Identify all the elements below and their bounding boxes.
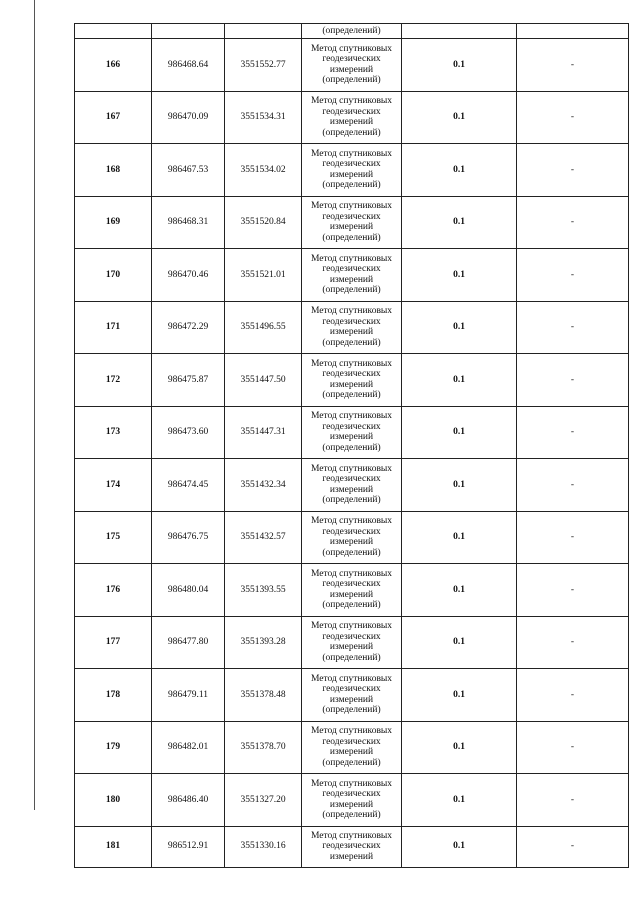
accuracy-cell: 0.1 xyxy=(402,721,517,774)
method-line: измерений xyxy=(329,379,374,390)
point-number-cell: 171 xyxy=(75,301,152,354)
x-coordinate-cell: 986472.29 xyxy=(152,301,225,354)
accuracy-cell: 0.1 xyxy=(402,826,517,867)
point-number-cell: 166 xyxy=(75,39,152,92)
table-row xyxy=(75,406,629,459)
method-line: геодезических xyxy=(322,789,381,800)
x-coordinate-cell: 986470.09 xyxy=(152,91,225,144)
point-number-cell: 168 xyxy=(75,144,152,197)
method-line: измерений xyxy=(329,169,374,180)
method-line: (определений) xyxy=(322,75,381,86)
method-line: Метод спутниковых xyxy=(310,358,393,369)
point-number-cell: 170 xyxy=(75,249,152,302)
point-number-cell: 174 xyxy=(75,459,152,512)
method-line: измерений xyxy=(329,642,374,653)
coordinates-table xyxy=(74,23,629,868)
method-line: Метод спутниковых xyxy=(310,253,393,264)
method-cell xyxy=(302,616,402,669)
note-cell: - xyxy=(517,669,629,722)
method-line: измерений xyxy=(329,117,374,128)
accuracy-cell: 0.1 xyxy=(402,669,517,722)
method-cell xyxy=(302,721,402,774)
cell-y xyxy=(225,24,302,39)
method-line: геодезических xyxy=(322,631,381,642)
x-coordinate-cell: 986476.75 xyxy=(152,511,225,564)
table-row xyxy=(75,564,629,617)
method-line: (определений) xyxy=(322,127,381,138)
method-line: измерений xyxy=(329,64,374,75)
y-coordinate-cell: 3551330.16 xyxy=(225,826,302,867)
method-line: геодезических xyxy=(322,684,381,695)
y-coordinate-cell: 3551534.02 xyxy=(225,144,302,197)
method-line: (определений) xyxy=(322,652,381,663)
note-cell: - xyxy=(517,721,629,774)
method-line: Метод спутниковых xyxy=(310,778,393,789)
table-row xyxy=(75,721,629,774)
table-row xyxy=(75,249,629,302)
point-number-cell: 176 xyxy=(75,564,152,617)
method-line: (определений) xyxy=(322,705,381,716)
method-cell xyxy=(302,406,402,459)
note-cell: - xyxy=(517,144,629,197)
x-coordinate-cell: 986477.80 xyxy=(152,616,225,669)
method-line: геодезических xyxy=(322,159,381,170)
y-coordinate-cell: 3551393.55 xyxy=(225,564,302,617)
y-coordinate-cell: 3551496.55 xyxy=(225,301,302,354)
note-cell: - xyxy=(517,301,629,354)
method-cell xyxy=(302,144,402,197)
note-cell: - xyxy=(517,39,629,92)
method-line: измерений xyxy=(329,432,374,443)
method-line: Метод спутниковых xyxy=(310,148,393,159)
method-cell xyxy=(302,774,402,827)
accuracy-cell: 0.1 xyxy=(402,459,517,512)
point-number-cell: 172 xyxy=(75,354,152,407)
point-number-cell: 169 xyxy=(75,196,152,249)
x-coordinate-cell: 986512.91 xyxy=(152,826,225,867)
point-number-cell: 181 xyxy=(75,826,152,867)
y-coordinate-cell: 3551552.77 xyxy=(225,39,302,92)
method-cell xyxy=(302,249,402,302)
note-cell: - xyxy=(517,774,629,827)
note-cell: - xyxy=(517,459,629,512)
method-line: измерений xyxy=(329,537,374,548)
accuracy-cell: 0.1 xyxy=(402,564,517,617)
method-line: геодезических xyxy=(322,736,381,747)
accuracy-cell: 0.1 xyxy=(402,354,517,407)
method-line: геодезических xyxy=(322,579,381,590)
note-cell: - xyxy=(517,91,629,144)
y-coordinate-cell: 3551447.31 xyxy=(225,406,302,459)
method-line: Метод спутниковых xyxy=(310,306,393,317)
x-coordinate-cell: 986486.40 xyxy=(152,774,225,827)
cell-x xyxy=(152,24,225,39)
continuation-row xyxy=(75,24,629,39)
method-line: геодезических xyxy=(322,264,381,275)
table-row xyxy=(75,196,629,249)
x-coordinate-cell: 986479.11 xyxy=(152,669,225,722)
y-coordinate-cell: 3551447.50 xyxy=(225,354,302,407)
method-line: измерений xyxy=(329,327,374,338)
method-cell xyxy=(302,826,402,867)
accuracy-cell: 0.1 xyxy=(402,406,517,459)
binding-margin-line xyxy=(34,0,35,810)
x-coordinate-cell: 986467.53 xyxy=(152,144,225,197)
accuracy-cell: 0.1 xyxy=(402,91,517,144)
cell-note xyxy=(517,24,629,39)
x-coordinate-cell: 986468.64 xyxy=(152,39,225,92)
accuracy-cell: 0.1 xyxy=(402,39,517,92)
method-line: геодезических xyxy=(322,841,381,852)
method-cell xyxy=(302,511,402,564)
method-line: Метод спутниковых xyxy=(310,516,393,527)
note-cell: - xyxy=(517,826,629,867)
method-line: геодезических xyxy=(322,526,381,537)
table-row xyxy=(75,616,629,669)
method-line: геодезических xyxy=(322,54,381,65)
method-line: измерений xyxy=(329,694,374,705)
method-line: (определений) xyxy=(322,810,381,821)
y-coordinate-cell: 3551534.31 xyxy=(225,91,302,144)
method-cell xyxy=(302,301,402,354)
method-line: геодезических xyxy=(322,211,381,222)
method-line: (определений) xyxy=(322,495,381,506)
y-coordinate-cell: 3551521.01 xyxy=(225,249,302,302)
method-line: измерений xyxy=(329,274,374,285)
accuracy-cell: 0.1 xyxy=(402,144,517,197)
method-line: Метод спутниковых xyxy=(310,463,393,474)
point-number-cell: 167 xyxy=(75,91,152,144)
table-row xyxy=(75,774,629,827)
accuracy-cell: 0.1 xyxy=(402,616,517,669)
note-cell: - xyxy=(517,511,629,564)
y-coordinate-cell: 3551378.48 xyxy=(225,669,302,722)
table-row xyxy=(75,511,629,564)
x-coordinate-cell: 986470.46 xyxy=(152,249,225,302)
method-line: Метод спутниковых xyxy=(310,96,393,107)
point-number-cell: 173 xyxy=(75,406,152,459)
method-cell xyxy=(302,564,402,617)
table-row xyxy=(75,301,629,354)
note-cell: - xyxy=(517,249,629,302)
accuracy-cell: 0.1 xyxy=(402,511,517,564)
method-line: геодезических xyxy=(322,421,381,432)
point-number-cell: 179 xyxy=(75,721,152,774)
y-coordinate-cell: 3551378.70 xyxy=(225,721,302,774)
note-cell: - xyxy=(517,564,629,617)
point-number-cell: 175 xyxy=(75,511,152,564)
method-line: измерений xyxy=(329,484,374,495)
y-coordinate-cell: 3551393.28 xyxy=(225,616,302,669)
method-line: (определений) xyxy=(322,232,381,243)
accuracy-cell: 0.1 xyxy=(402,301,517,354)
method-line: Метод спутниковых xyxy=(310,621,393,632)
y-coordinate-cell: 3551520.84 xyxy=(225,196,302,249)
method-line: Метод спутниковых xyxy=(310,830,393,841)
note-cell: - xyxy=(517,354,629,407)
method-line: (определений) xyxy=(322,757,381,768)
table-row xyxy=(75,826,629,867)
method-line: измерений xyxy=(329,747,374,758)
method-cell xyxy=(302,459,402,512)
method-line: (определений) xyxy=(322,600,381,611)
method-line: (определений) xyxy=(322,337,381,348)
method-line: Метод спутниковых xyxy=(310,411,393,422)
y-coordinate-cell: 3551327.20 xyxy=(225,774,302,827)
accuracy-cell: 0.1 xyxy=(402,774,517,827)
cell-accuracy xyxy=(402,24,517,39)
cell-num xyxy=(75,24,152,39)
method-cell xyxy=(302,39,402,92)
method-line: (определений) xyxy=(322,390,381,401)
method-line: Метод спутниковых xyxy=(310,673,393,684)
method-line: Метод спутниковых xyxy=(310,726,393,737)
method-line: измерений xyxy=(329,799,374,810)
note-cell: - xyxy=(517,406,629,459)
table-row xyxy=(75,354,629,407)
method-cell xyxy=(302,669,402,722)
method-line: измерений xyxy=(329,851,374,862)
table-row xyxy=(75,669,629,722)
method-line: Метод спутниковых xyxy=(310,201,393,212)
method-line: геодезических xyxy=(322,369,381,380)
table-row xyxy=(75,459,629,512)
x-coordinate-cell: 986480.04 xyxy=(152,564,225,617)
method-line: Метод спутниковых xyxy=(310,568,393,579)
method-line: (определений) xyxy=(322,285,381,296)
method-line: (определений) xyxy=(322,547,381,558)
method-line: геодезических xyxy=(322,316,381,327)
table-row xyxy=(75,39,629,92)
x-coordinate-cell: 986482.01 xyxy=(152,721,225,774)
method-cell xyxy=(302,91,402,144)
x-coordinate-cell: 986473.60 xyxy=(152,406,225,459)
x-coordinate-cell: 986468.31 xyxy=(152,196,225,249)
x-coordinate-cell: 986474.45 xyxy=(152,459,225,512)
x-coordinate-cell: 986475.87 xyxy=(152,354,225,407)
cell-method: (определений) xyxy=(302,24,402,39)
method-line: (определений) xyxy=(322,442,381,453)
method-line: (определений) xyxy=(322,180,381,191)
point-number-cell: 177 xyxy=(75,616,152,669)
method-line: измерений xyxy=(329,589,374,600)
y-coordinate-cell: 3551432.57 xyxy=(225,511,302,564)
method-line: геодезических xyxy=(322,106,381,117)
accuracy-cell: 0.1 xyxy=(402,196,517,249)
table-row xyxy=(75,144,629,197)
method-cell xyxy=(302,354,402,407)
point-number-cell: 178 xyxy=(75,669,152,722)
note-cell: - xyxy=(517,616,629,669)
method-line: геодезических xyxy=(322,474,381,485)
method-line: Метод спутниковых xyxy=(310,43,393,54)
y-coordinate-cell: 3551432.34 xyxy=(225,459,302,512)
point-number-cell: 180 xyxy=(75,774,152,827)
method-line: измерений xyxy=(329,222,374,233)
accuracy-cell: 0.1 xyxy=(402,249,517,302)
method-cell xyxy=(302,196,402,249)
note-cell: - xyxy=(517,196,629,249)
table-row xyxy=(75,91,629,144)
